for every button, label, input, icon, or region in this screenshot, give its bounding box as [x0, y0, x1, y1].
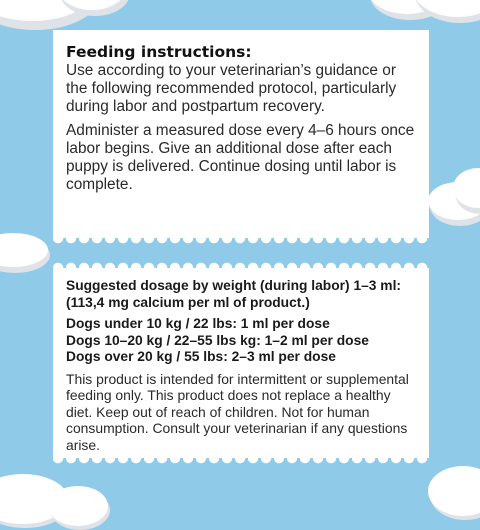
- dose-small-dogs: Dogs under 10 kg / 22 lbs: 1 ml per dose: [66, 316, 330, 331]
- dosage-title: Suggested dosage by weight (during labor) 1–3 ml:: [66, 278, 401, 293]
- dose-large-dogs: Dogs over 20 kg / 55 lbs: 2–3 ml per dose: [66, 349, 336, 364]
- warning-note: This product is intended for intermittent or supplemental feeding only. This product does not replace a healthy diet. Keep out of reach of children. Not for human consumption. Consult your veterinarian if any questions arise.: [66, 370, 409, 453]
- feeding-card-scallop-edge: [53, 238, 429, 248]
- dosage-card-scallop-bottom: [53, 458, 429, 468]
- feeding-paragraph-1: Use according to your veterinarian’s guidance or the following recommended protocol, particularly during labor and postpartum recovery.: [66, 62, 397, 115]
- feeding-paragraph-2: Administer a measured dose every 4–6 hours once labor begins. Give an additional dose after each puppy is delivered. Continue dosing until labor is complete.: [66, 122, 415, 193]
- feeding-instructions-card: [53, 30, 429, 238]
- dosage-calcium-note: (113,4 mg calcium per ml of product.): [66, 294, 310, 310]
- dosage-card: [53, 268, 429, 458]
- feeding-heading: Feeding instructions:: [66, 43, 252, 61]
- dosage-card-scallop-top: [53, 258, 429, 268]
- dose-medium-dogs: Dogs 10–20 kg / 22–55 lbs kg: 1–2 ml per dose: [66, 332, 369, 348]
